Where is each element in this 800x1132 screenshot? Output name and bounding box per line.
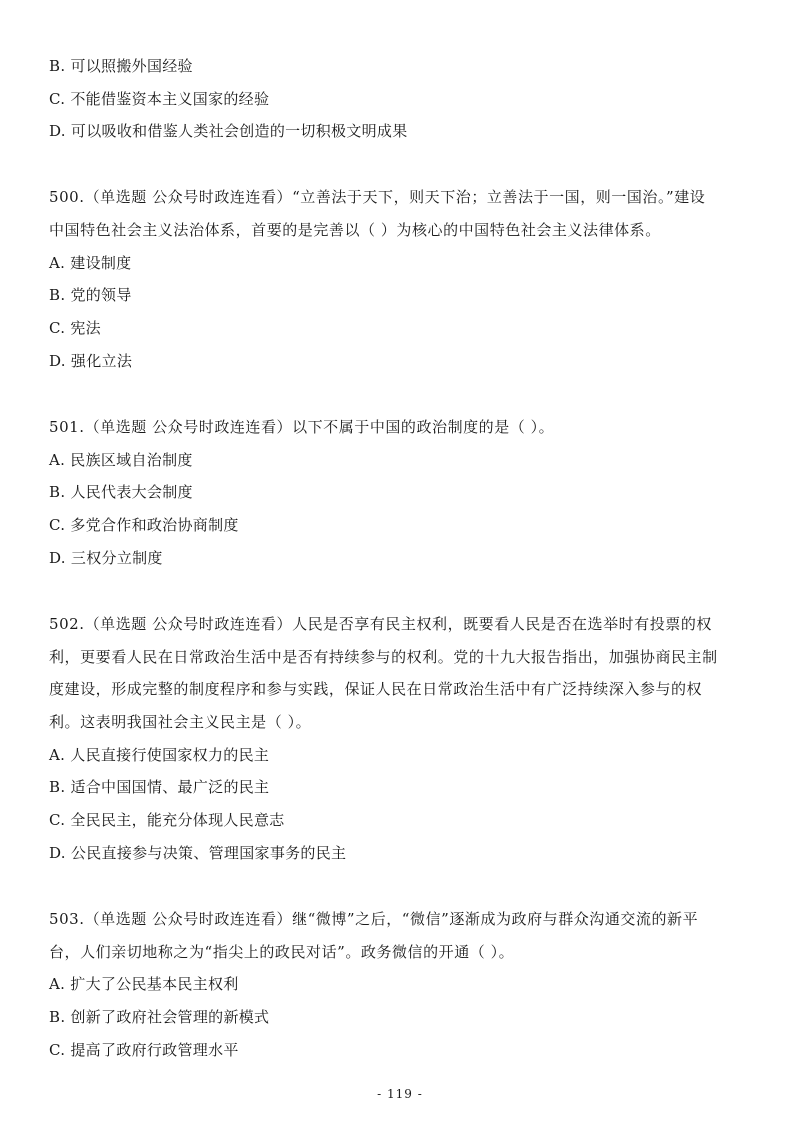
question-501-option-a: A. 民族区域自治制度 [49, 451, 193, 469]
option-c-prev: C. 不能借鉴资本主义国家的经验 [49, 90, 270, 108]
question-500-option-b: B. 党的领导 [49, 286, 132, 304]
question-501-stem: 501.（单选题 公众号时政连连看）以下不属于中国的政治制度的是（ ）。 [49, 418, 555, 436]
question-502-stem-line-4: 利。这表明我国社会主义民主是（ ）。 [49, 713, 312, 731]
question-500-option-c: C. 宪法 [49, 319, 101, 337]
question-500-stem-line-1: 500.（单选题 公众号时政连连看）“立善法于天下，则天下治；立善法于一国，则一国治。”建设 [49, 188, 706, 206]
question-502-option-a: A. 人民直接行使国家权力的民主 [49, 746, 270, 764]
question-501-option-c: C. 多党合作和政治协商制度 [49, 516, 239, 534]
page-number: - 119 - [377, 1087, 423, 1101]
question-500-stem-line-2: 中国特色社会主义法治体系，首要的是完善以（ ）为核心的中国特色社会主义法律体系。 [49, 221, 661, 239]
question-502-option-d: D. 公民直接参与决策、管理国家事务的民主 [49, 844, 347, 862]
question-502-stem-line-2: 利，更要看人民在日常政治生活中是否有持续参与的权利。党的十九大报告指出，加强协商民主制 [49, 648, 718, 666]
question-503-option-c: C. 提高了政府行政管理水平 [49, 1041, 239, 1059]
question-502-stem-line-3: 度建设，形成完整的制度程序和参与实践，保证人民在日常政治生活中有广泛持续深入参与的权 [49, 680, 703, 698]
question-503-stem-line-2: 台，人们亲切地称之为“指尖上的政民对话”。政务微信的开通（ ）。 [49, 943, 515, 961]
question-502-option-b: B. 适合中国国情、最广泛的民主 [49, 778, 270, 796]
question-501-option-d: D. 三权分立制度 [49, 549, 163, 567]
option-d-prev: D. 可以吸收和借鉴人类社会创造的一切积极文明成果 [49, 122, 408, 140]
question-503-option-a: A. 扩大了公民基本民主权利 [49, 975, 239, 993]
question-503-stem-line-1: 503.（单选题 公众号时政连连看）继“微博”之后，“微信”逐渐成为政府与群众沟通交流的新平 [49, 910, 699, 928]
question-502-option-c: C. 全民民主，能充分体现人民意志 [49, 811, 285, 829]
question-502-stem-line-1: 502.（单选题 公众号时政连连看）人民是否享有民主权利，既要看人民是否在选举时有投票的权 [49, 615, 712, 633]
question-501-option-b: B. 人民代表大会制度 [49, 483, 193, 501]
question-500-option-a: A. 建设制度 [49, 254, 132, 272]
question-500-option-d: D. 强化立法 [49, 352, 133, 370]
question-503-option-b: B. 创新了政府社会管理的新模式 [49, 1008, 270, 1026]
option-b-prev: B. 可以照搬外国经验 [49, 57, 193, 75]
